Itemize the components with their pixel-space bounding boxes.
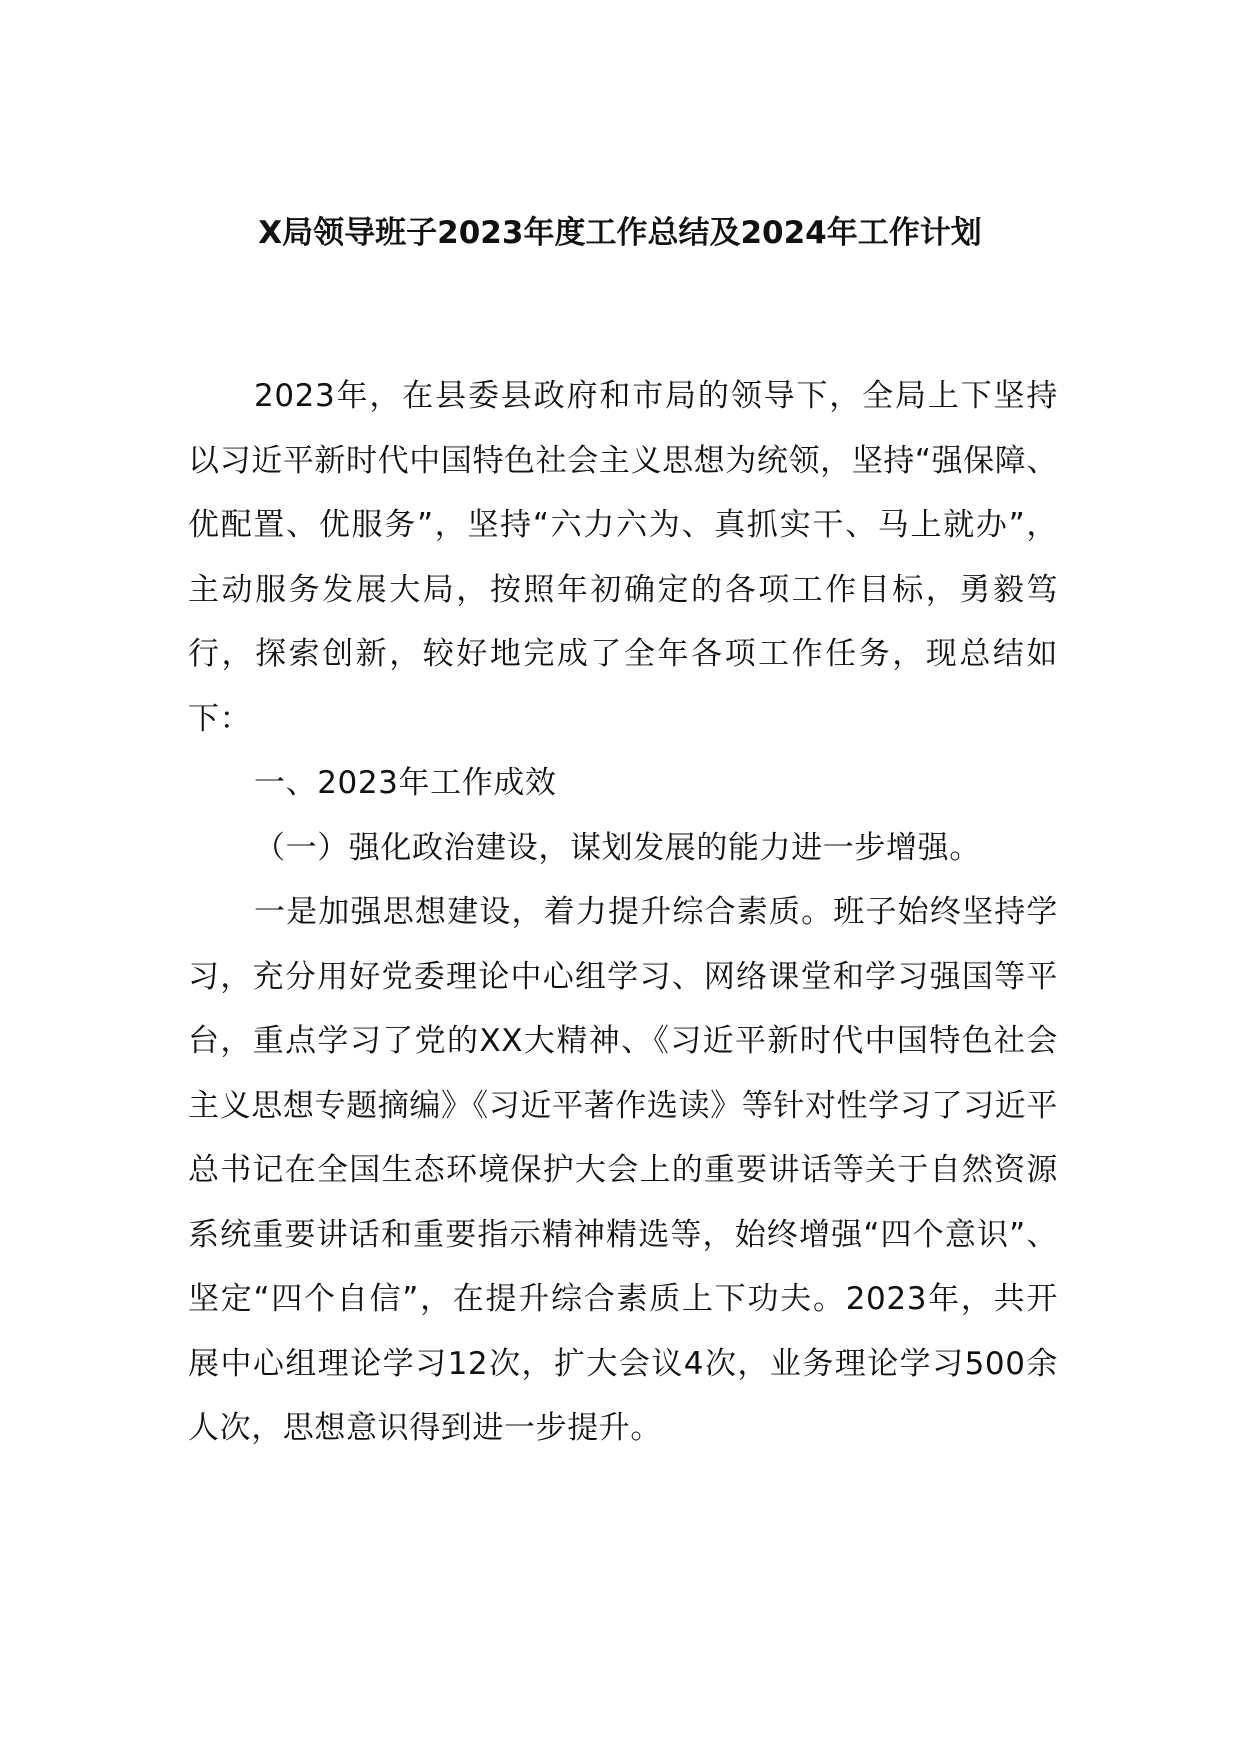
- section-heading-achievements: 一、2023年工作成效: [254, 765, 557, 801]
- document-title: X局领导班子2023年度工作总结及2024年工作计划: [258, 215, 982, 251]
- intro-paragraph: 2023年，在县委县政府和市局的领导下，全局上下坚持以习近平新时代中国特色社会主义思想为统领，坚持“强保障、优配置、优服务”，坚持“六力六为、真抓实干、马上就办”，主动服务发展大局，按照年初确定的各项工作目标，勇毅笃行，探索创新，较好地完成了全年各项工作任务，现总结如下：: [188, 378, 1058, 737]
- ideological-building-paragraph: 一是加强思想建设，着力提升综合素质。班子始终坚持学习，充分用好党委理论中心组学习、网络课堂和学习强国等平台，重点学习了党的XX大精神、《习近平新时代中国特色社会主义思想专题摘编》《习近平著作选读》等针对性学习了习近平总书记在全国生态环境保护大会上的重要讲话等关于自然资源系统重要讲话和重要指示精神精选等，始终增强“四个意识”、坚定“四个自信”，在提升综合素质上下功夫。2023年，共开展中心组理论学习12次，扩大会议4次，业务理论学习500余人次，思想意识得到进一步提升。: [188, 894, 1058, 1446]
- subsection-heading-political-building: （一）强化政治建设，谋划发展的能力进一步增强。: [254, 829, 981, 866]
- document-body: [188, 364, 1058, 1461]
